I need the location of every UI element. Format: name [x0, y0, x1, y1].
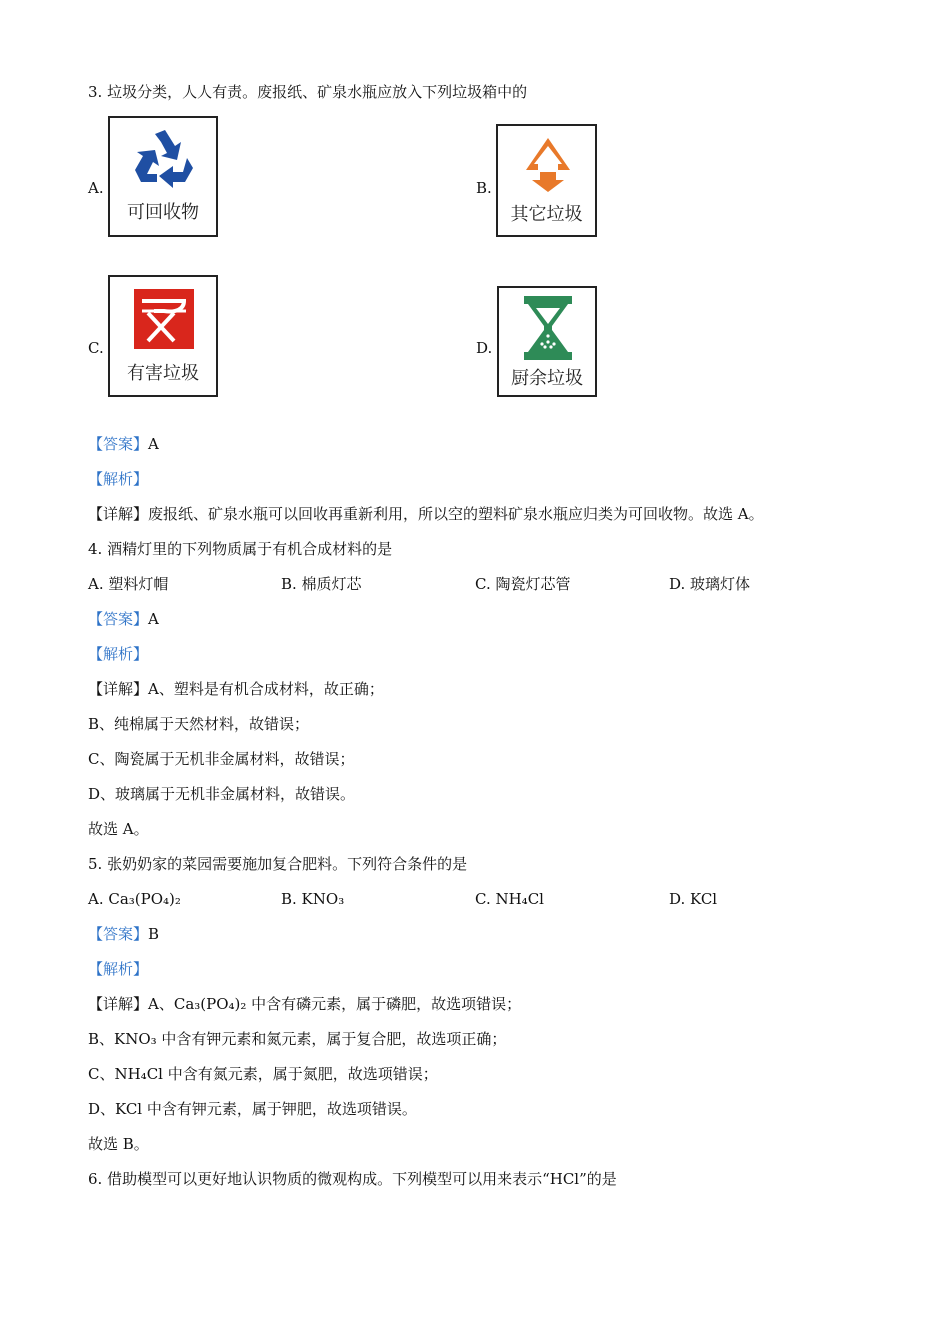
q3-detail-text: 废报纸、矿泉水瓶可以回收再重新利用，所以空的塑料矿泉水瓶应归类为可回收物。故选 A。 — [148, 505, 764, 523]
hazardous-waste-icon — [134, 289, 194, 349]
q4-analysis-tag: 【解析】 — [88, 645, 149, 663]
q3-option-c-caption: 有害垃圾 — [127, 363, 199, 384]
q5-conclusion: 故选 B。 — [88, 1135, 149, 1153]
q5-detail-text: A、Ca₃(PO₄)₂ 中含有磷元素，属于磷肥，故选项错误； — [148, 995, 522, 1013]
q3-option-d-caption: 厨余垃圾 — [511, 368, 583, 389]
q5-analysis-tag: 【解析】 — [88, 960, 149, 978]
q5-option-b: B. KNO₃ — [281, 890, 345, 908]
detail-tag: 【详解】 — [88, 505, 149, 523]
q5-option-d: D. KCl — [669, 890, 718, 908]
q3-option-b-bin — [496, 124, 597, 237]
q5-answer — [88, 924, 159, 944]
q3-answer-value: A — [148, 435, 159, 453]
q3-answer — [88, 434, 159, 454]
q3-option-b-caption: 其它垃圾 — [510, 204, 583, 225]
q4-option-c: C. 陶瓷灯芯管 — [475, 575, 571, 593]
q3-option-a-caption: 可回收物 — [127, 202, 199, 223]
q4-option-b: B. 棉质灯芯 — [281, 575, 362, 593]
q3-option-d-bin — [497, 286, 597, 397]
q5-detail-line-2: B、KNO₃ 中含有钾元素和氮元素，属于复合肥，故选项正确； — [88, 1030, 507, 1048]
q4-option-a: A. 塑料灯帽 — [88, 575, 169, 593]
answer-tag: 【答案】 — [88, 925, 149, 943]
q4-option-d: D. 玻璃灯体 — [669, 575, 751, 593]
q4-answer-value: A — [148, 610, 159, 628]
q3-option-a-letter: A. — [88, 179, 104, 197]
q5-detail-line-4: D、KCl 中含有钾元素，属于钾肥，故选项错误。 — [88, 1100, 417, 1118]
detail-tag: 【详解】 — [88, 995, 149, 1013]
q3-option-b-letter: B. — [476, 179, 492, 197]
q4-detail-line-4: D、玻璃属于无机非金属材料，故错误。 — [88, 785, 356, 803]
recycle-icon — [129, 128, 199, 190]
q4-answer — [88, 609, 159, 629]
q3-option-c-letter: C. — [88, 339, 104, 357]
q4-detail-line-1 — [88, 679, 384, 699]
q5-option-c: C. NH₄Cl — [475, 890, 544, 908]
other-waste-icon — [518, 136, 578, 194]
q6-stem: 6. 借助模型可以更好地认识物质的微观构成。下列模型可以用来表示“HCl”的是 — [88, 1170, 617, 1188]
q5-detail-line-3: C、NH₄Cl 中含有氮元素，属于氮肥，故选项错误； — [88, 1065, 438, 1083]
q5-answer-value: B — [148, 925, 160, 943]
q3-analysis-tag: 【解析】 — [88, 470, 149, 488]
q3-option-c-bin — [108, 275, 218, 397]
answer-tag: 【答案】 — [88, 610, 149, 628]
q4-detail-line-3: C、陶瓷属于无机非金属材料，故错误； — [88, 750, 355, 768]
q3-option-d-letter: D. — [476, 339, 493, 357]
q5-stem: 5. 张奶奶家的菜园需要施加复合肥料。下列符合条件的是 — [88, 855, 468, 873]
detail-tag: 【详解】 — [88, 680, 149, 698]
q4-detail-text: A、塑料是有机合成材料，故正确； — [148, 680, 384, 698]
q4-conclusion: 故选 A。 — [88, 820, 149, 838]
kitchen-waste-icon — [520, 296, 576, 360]
q3-detail — [88, 504, 764, 524]
q3-stem: 3. 垃圾分类，人人有责。废报纸、矿泉水瓶应放入下列垃圾箱中的 — [88, 83, 528, 101]
q3-option-a-bin — [108, 116, 218, 237]
q5-option-a: A. Ca₃(PO₄)₂ — [88, 890, 181, 908]
q5-detail-line-1 — [88, 994, 521, 1014]
answer-tag: 【答案】 — [88, 435, 149, 453]
q4-detail-line-2: B、纯棉属于天然材料，故错误； — [88, 715, 310, 733]
q4-stem: 4. 酒精灯里的下列物质属于有机合成材料的是 — [88, 540, 393, 558]
